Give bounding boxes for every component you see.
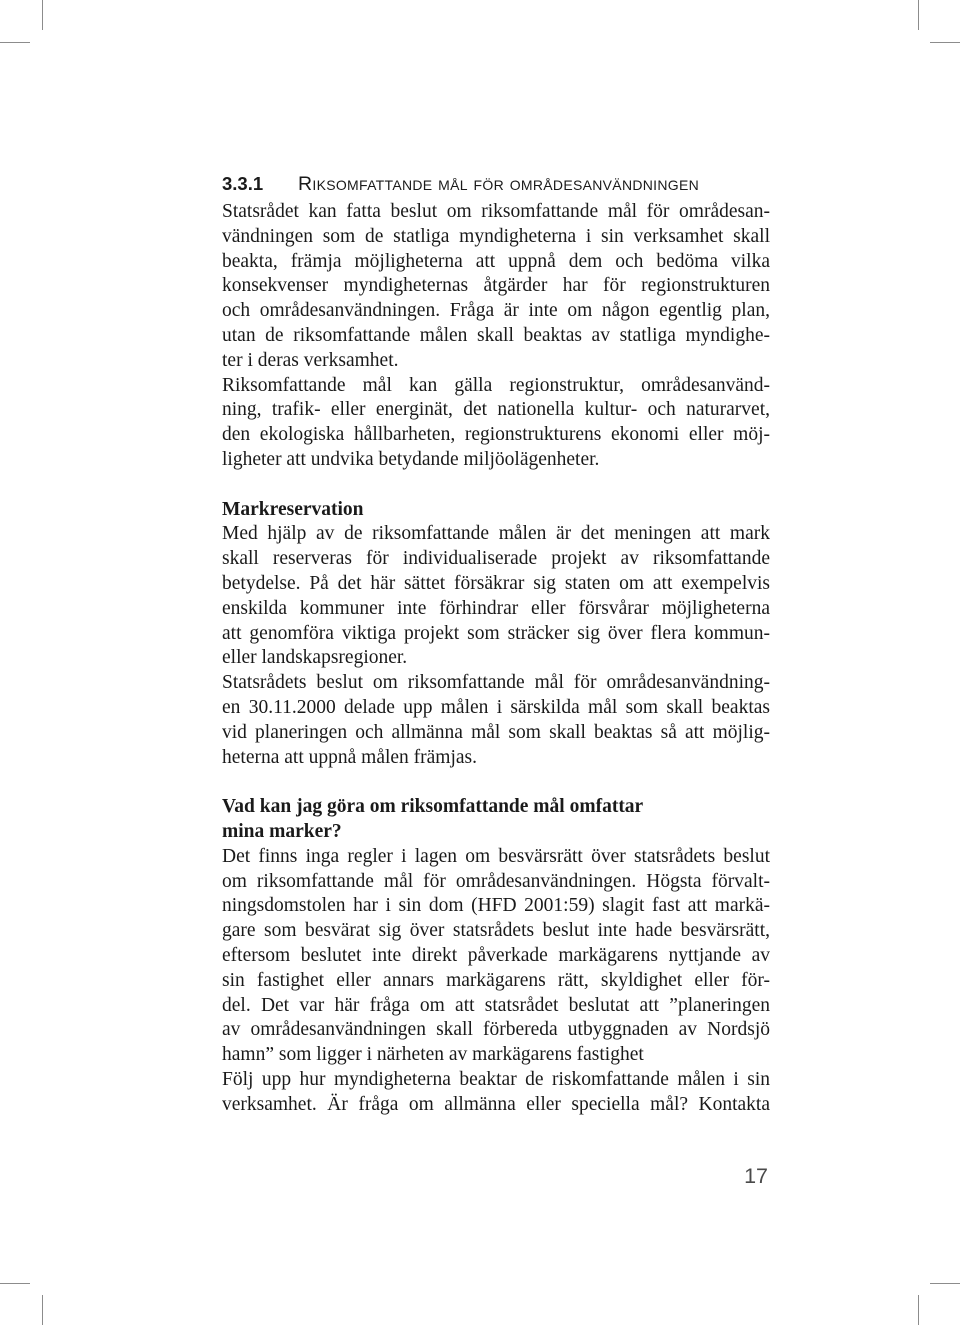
text-line: en 30.11.2000 delade upp målen i särskilda mål som skall beaktas — [222, 696, 770, 718]
text-line: Det finns inga regler i lagen om besvärsrätt över statsrådets beslut — [222, 845, 770, 867]
text-line: ning, trafik- eller energinät, det nationella kultur- och naturarvet, — [222, 399, 770, 421]
paragraph — [222, 522, 770, 671]
text-line: att genomföra viktiga projekt som sträcker sig över flera kommun- — [222, 622, 770, 644]
paragraph — [222, 845, 770, 1068]
crop-mark-top-left-vertical — [42, 0, 43, 30]
crop-mark-bottom-right-horizontal — [930, 1283, 960, 1284]
crop-mark-top-left-horizontal — [0, 42, 30, 43]
text-line: Statsrådets beslut om riksomfattande mål för områdesanvändning- — [222, 672, 770, 694]
text-line: om riksomfattande mål för områdesanvändningen. Högsta förvalt- — [222, 870, 770, 892]
subheading-markreservation: Markreservation — [222, 498, 364, 520]
text-line: del. Det var här fråga om att statsrådet beslutat att ”planeringen — [222, 994, 770, 1016]
crop-mark-bottom-right-vertical — [918, 1295, 919, 1325]
subheading-line: mina marker? — [222, 820, 342, 842]
crop-mark-top-right-vertical — [918, 0, 919, 30]
text-line: Följ upp hur myndigheterna beaktar de riskomfattande målen i sin — [222, 1068, 770, 1090]
text-line: Med hjälp av de riksomfattande målen är det meningen att mark — [222, 523, 770, 545]
crop-mark-bottom-left-horizontal — [0, 1283, 30, 1284]
text-line: betydelse. På det här sättet försäkrar sig staten om att exempelvis — [222, 572, 770, 594]
paragraph — [222, 1068, 770, 1118]
subheading-appeal — [222, 795, 770, 845]
text-line: konsekvenser myndigheternas åtgärder har för regionstrukturen — [222, 275, 770, 297]
text-line: Statsrådet kan fatta beslut om riksomfattande mål för områdesan- — [222, 201, 770, 222]
text-line: och områdesanvändningen. Fråga är inte om någon egentlig plan, — [222, 300, 770, 322]
text-line: enskilda kommuner inte förhindrar eller försvårar möjligheterna — [222, 597, 770, 619]
body-text — [222, 200, 770, 1117]
text-line: av områdesanvändningen skall förbereda utbyggnaden av Nordsjö — [222, 1019, 770, 1041]
text-line: eftersom beslutet inte direkt påverkade markägarens nyttjande av — [222, 944, 770, 966]
paragraph — [222, 200, 770, 374]
text-line: utan de riksomfattande målen skall beaktas av statliga myndighe- — [222, 324, 770, 346]
text-line: ningsdomstolen har i sin dom (HFD 2001:59) slagit fast att markä- — [222, 895, 770, 917]
text-line: skall reserveras för individualiserade projekt av riksomfattande — [222, 548, 770, 570]
text-line: vändningen som de statliga myndigheterna i sin verksamhet skall — [222, 225, 770, 247]
text-line: den ekologiska hållbarheten, regionstrukturens ekonomi eller möj- — [222, 424, 770, 446]
text-line: verksamhet. Är fråga om allmänna eller speciella mål? Kontakta — [222, 1093, 770, 1115]
text-line: beakta, främja möjligheterna att uppnå dem och bedöma vilka — [222, 250, 770, 272]
page-number: 17 — [744, 1164, 768, 1188]
section-number: 3.3.1 — [222, 173, 264, 194]
section-heading — [222, 170, 770, 198]
text-line: vid planeringen och allmänna mål som skall beaktas så att möjlig- — [222, 721, 770, 743]
subheading-line: Vad kan jag göra om riksomfattande mål omfattar — [222, 796, 644, 818]
blank-line — [222, 770, 770, 795]
paragraph — [222, 374, 770, 473]
crop-mark-bottom-left-vertical — [42, 1295, 43, 1325]
text-line: ter i deras verksamhet. — [222, 349, 399, 371]
text-line: eller landskapsregioner. — [222, 647, 408, 669]
text-line: Riksomfattande mål kan gälla regionstruktur, områdesanvänd- — [222, 374, 770, 396]
text-line: heterna att uppnå målen främjas. — [222, 746, 478, 768]
text-line: ligheter att undvika betydande miljöolägenheter. — [222, 448, 600, 470]
text-line: gare som besvärat sig över statsrådets beslut inte hade besvärsrätt, — [222, 920, 770, 942]
text-line: hamn” som ligger i närheten av markägarens fastighet — [222, 1044, 644, 1066]
text-line: sin fastighet eller annars markägarens rätt, skyldighet eller för- — [222, 969, 770, 991]
blank-line — [222, 473, 770, 498]
paragraph — [222, 671, 770, 770]
crop-mark-top-right-horizontal — [930, 42, 960, 43]
section-title: Riksomfattande mål för områdesanvändningen — [298, 173, 700, 195]
